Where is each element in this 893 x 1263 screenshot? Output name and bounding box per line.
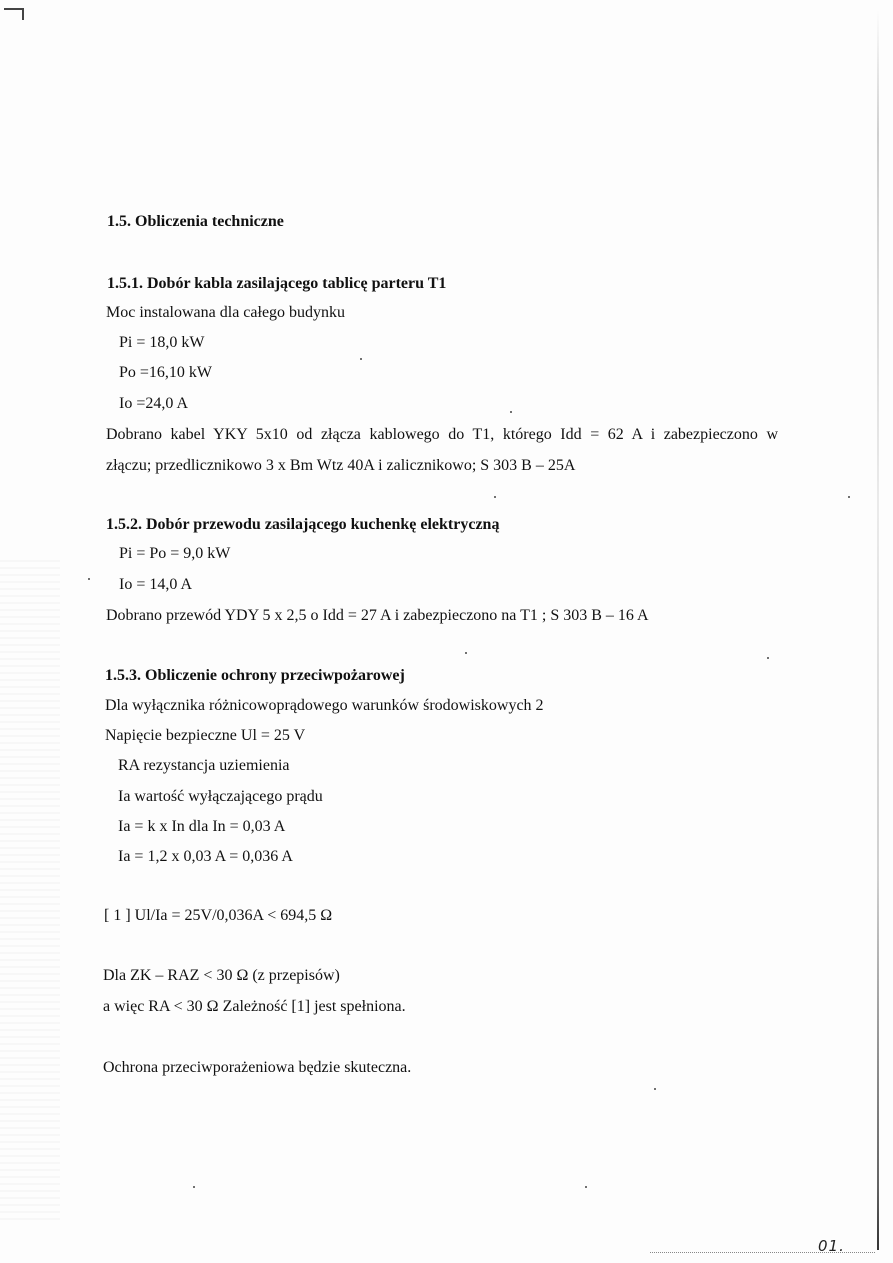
section-2-pipo: Pi = Po = 9,0 kW [119, 545, 231, 562]
scan-speck [654, 1088, 656, 1090]
scan-speck [193, 1186, 195, 1188]
main-heading: 1.5. Obliczenia techniczne [107, 213, 284, 230]
scan-right-edge [877, 10, 879, 1250]
section-1-paragraph-line-2: złączu; przedlicznikowo 3 x Bm Wtz 40A i zalicznikowo; S 303 B – 25A [106, 457, 576, 474]
scan-speck [510, 411, 512, 413]
section-3-line-2: Napięcie bezpieczne Ul = 25 V [105, 727, 306, 744]
section-3-zk-line: Dla ZK – RAZ < 30 Ω (z przepisów) [103, 967, 340, 984]
section-1-io: Io =24,0 A [119, 395, 189, 412]
scan-speck [88, 578, 90, 580]
section-1-intro: Moc instalowana dla całego budynku [106, 304, 346, 321]
section-3-line-1: Dla wyłącznika różnicowoprądowego warunków środowiskowych 2 [105, 697, 544, 714]
section-3-ra-definition: RA rezystancja uziemienia [118, 757, 290, 774]
section-1-pi: Pi = 18,0 kW [119, 334, 205, 351]
section-3-heading: 1.5.3. Obliczenie ochrony przeciwpożarowej [105, 667, 405, 684]
section-1-heading: 1.5.1. Dobór kabla zasilającego tablicę parteru T1 [107, 275, 447, 292]
section-3-equation-1: [ 1 ] Ul/Ia = 25V/0,036A < 694,5 Ω [104, 907, 333, 924]
section-3-formula-2: Ia = 1,2 x 0,03 A = 0,036 A [118, 848, 293, 865]
section-3-ia-definition: Ia wartość wyłączającego prądu [118, 788, 323, 805]
scan-left-grain [0, 560, 60, 1220]
section-2-paragraph: Dobrano przewód YDY 5 x 2,5 o Idd = 27 A i zabezpieczono na T1 ; S 303 B – 16 A [106, 607, 649, 624]
section-2-heading: 1.5.2. Dobór przewodu zasilającego kuchenkę elektryczną [106, 516, 500, 533]
section-1-paragraph-line-1: Dobrano kabel YKY 5x10 od złącza kablowego do T1, którego Idd = 62 A i zabezpieczono w [106, 426, 778, 443]
section-3-conclusion: Ochrona przeciwporażeniowa będzie skuteczna. [103, 1059, 412, 1076]
scan-corner-mark [4, 8, 24, 20]
scan-speck [494, 496, 496, 498]
scan-speck [465, 652, 467, 654]
section-1-po: Po =16,10 kW [119, 364, 213, 381]
scan-speck [848, 496, 850, 498]
page-number: 01. [818, 1237, 845, 1255]
section-3-wiec-line: a więc RA < 30 Ω Zależność [1] jest spełniona. [103, 998, 406, 1015]
section-2-io: Io = 14,0 A [119, 576, 193, 593]
scan-speck [360, 358, 362, 360]
scan-speck [767, 657, 769, 659]
section-3-formula-1: Ia = k x In dla In = 0,03 A [118, 818, 286, 835]
scan-speck [585, 1186, 587, 1188]
